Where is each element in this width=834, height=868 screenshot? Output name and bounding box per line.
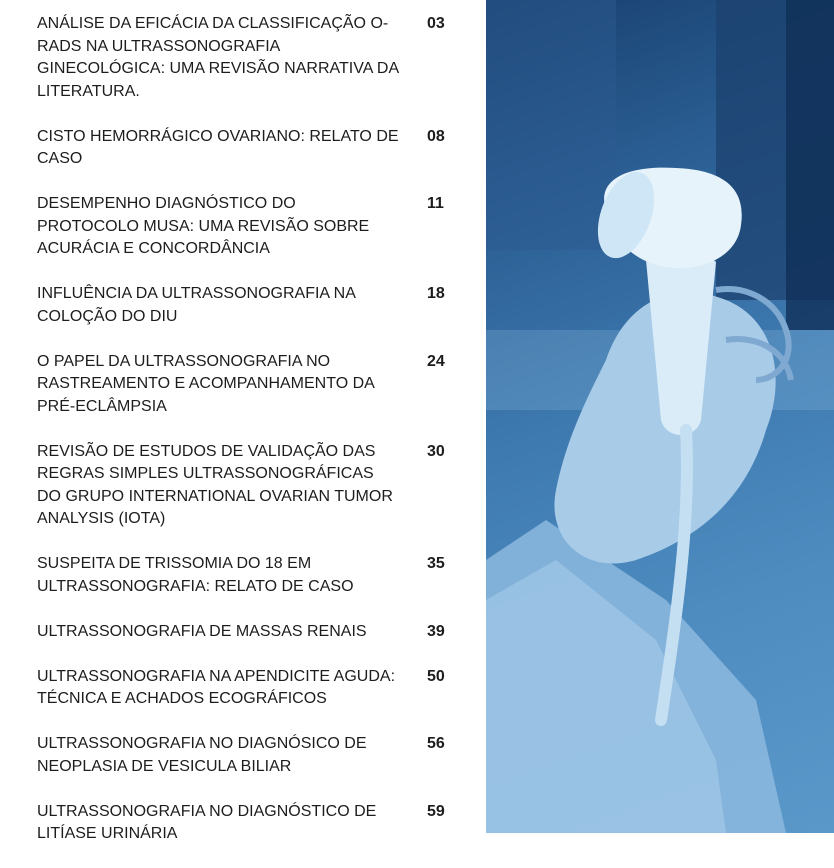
toc-entry-title: O PAPEL DA ULTRASSONOGRAFIA NO RASTREAMENTO E ACOMPANHAMENTO DA PRÉ-ECLÂMPSIA: [37, 352, 374, 415]
toc-entry[interactable]: [37, 733, 457, 778]
toc-entry-page: 24: [427, 352, 445, 370]
toc-entry-title: ULTRASSONOGRAFIA NO DIAGNÓSICO DE NEOPLASIA DE VESICULA BILIAR: [37, 735, 367, 775]
toc-entry-title: SUSPEITA DE TRISSOMIA DO 18 EM ULTRASSONOGRAFIA: RELATO DE CASO: [37, 555, 354, 595]
toc-entry-title: ULTRASSONOGRAFIA NA APENDICITE AGUDA: TÉCNICA E ACHADOS ECOGRÁFICOS: [37, 667, 396, 707]
toc-entry[interactable]: [37, 351, 457, 419]
toc-entry-title: DESEMPENHO DIAGNÓSTICO DO PROTOCOLO MUSA: UMA REVISÃO SOBRE ACURÁCIA E CONCORDÂNCIA: [37, 195, 370, 257]
page-margin: [486, 833, 834, 853]
toc-entry-title: ULTRASSONOGRAFIA DE MASSAS RENAIS: [37, 622, 367, 640]
toc-entry-page: 08: [427, 127, 445, 145]
toc-entry-title: REVISÃO DE ESTUDOS DE VALIDAÇÃO DAS REGRAS SIMPLES ULTRASSONOGRÁFICAS DO GRUPO INTERNATIONAL OVARIAN TUMOR ANALYSIS (IOTA): [37, 442, 393, 527]
ultrasound-probe-photo: [486, 0, 834, 833]
toc-entry-title: CISTO HEMORRÁGICO OVARIANO: RELATO DE CASO: [37, 127, 399, 167]
toc-entry[interactable]: [37, 553, 457, 598]
toc-entry[interactable]: [37, 621, 457, 644]
table-of-contents: [37, 13, 457, 868]
toc-entry[interactable]: [37, 283, 457, 328]
toc-entry[interactable]: [37, 193, 457, 261]
toc-entry-page: 50: [427, 667, 445, 685]
toc-entry-page: 30: [427, 442, 445, 460]
toc-entry-title: ULTRASSONOGRAFIA NO DIAGNÓSTICO DE LITÍASE URINÁRIA: [37, 802, 377, 842]
toc-entry-page: 39: [427, 622, 445, 640]
toc-entry-page: 59: [427, 802, 445, 820]
toc-entry[interactable]: [37, 13, 457, 103]
toc-entry[interactable]: [37, 441, 457, 531]
toc-entry[interactable]: [37, 801, 457, 846]
toc-entry-title: INFLUÊNCIA DA ULTRASSONOGRAFIA NA COLOÇÃO DO DIU: [37, 285, 355, 325]
toc-entry-page: 03: [427, 15, 445, 32]
toc-entry-page: 35: [427, 555, 445, 572]
toc-entry[interactable]: [37, 126, 457, 171]
toc-entry[interactable]: [37, 666, 457, 711]
toc-entry-page: 56: [427, 735, 445, 752]
toc-entry-title: ANÁLISE DA EFICÁCIA DA CLASSIFICAÇÃO O-RADS NA ULTRASSONOGRAFIA GINECOLÓGICA: UMA REVISÃO NARRATIVA DA LITERATURA.: [37, 15, 399, 100]
toc-entry-page: 11: [427, 195, 444, 212]
toc-entry-page: 18: [427, 285, 445, 302]
hand-holding-probe-illustration: [486, 0, 834, 833]
